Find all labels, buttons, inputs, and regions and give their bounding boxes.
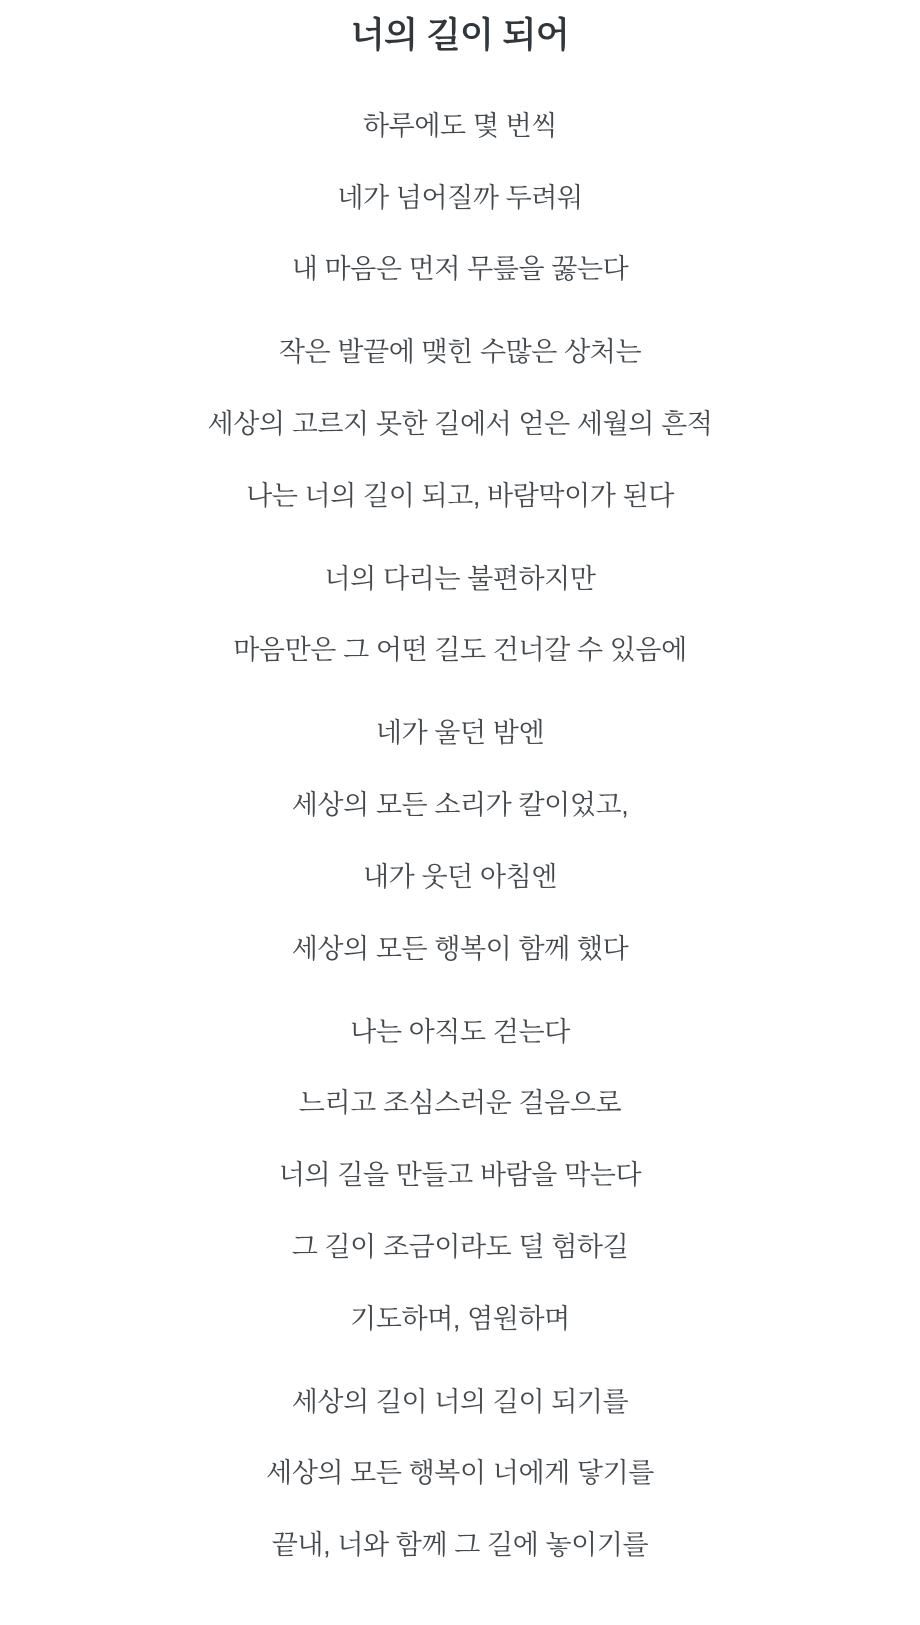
poem-line: 너의 다리는 불편하지만	[324, 563, 596, 594]
poem-stanza	[40, 104, 880, 292]
poem-stanza	[40, 1380, 880, 1568]
poem-line: 그 길이 조금이라도 덜 험하길	[291, 1231, 629, 1262]
poem-line: 작은 발끝에 맺힌 수많은 상처는	[278, 337, 642, 368]
poem-line: 하루에도 몇 번씩	[363, 110, 557, 141]
poem-stanza	[40, 1010, 880, 1342]
poem-line: 세상의 고르지 못한 길에서 얻은 세월의 흔적	[207, 409, 713, 439]
poem-line: 끝내, 너와 함께 그 길에 놓이기를	[271, 1530, 649, 1561]
poem-line: 너의 길을 만들고 바람을 막는다	[278, 1160, 642, 1191]
poem-line: 내가 웃던 아침엔	[363, 861, 557, 892]
poem-stanza	[40, 330, 880, 518]
poem-line: 기도하며, 염원하며	[350, 1303, 570, 1334]
poem-body	[40, 104, 880, 1568]
poem-stanza	[40, 557, 880, 674]
poem-line: 느리고 조심스러운 걸음으로	[298, 1088, 622, 1119]
poem-line: 네가 울던 밤엔	[375, 718, 545, 749]
poem-line: 세상의 길이 너의 길이 되기를	[291, 1386, 629, 1417]
poem-line: 나는 너의 길이 되고, 바람막이가 된다	[246, 480, 674, 511]
poem-line: 세상의 모든 행복이 함께 했다	[291, 933, 629, 964]
poem-line: 내 마음은 먼저 무릎을 꿇는다	[291, 254, 629, 285]
poem-line: 네가 넘어질까 두려워	[337, 182, 583, 213]
poem-line: 세상의 모든 소리가 칼이었고,	[291, 790, 629, 821]
page-title: 너의 길이 되어	[350, 16, 570, 55]
poem-line: 마음만은 그 어떤 길도 건너갈 수 있음에	[233, 635, 687, 666]
poem-stanza	[40, 711, 880, 971]
poem-line: 나는 아직도 걷는다	[350, 1016, 570, 1047]
poem-line: 세상의 모든 행복이 너에게 닿기를	[266, 1458, 654, 1489]
